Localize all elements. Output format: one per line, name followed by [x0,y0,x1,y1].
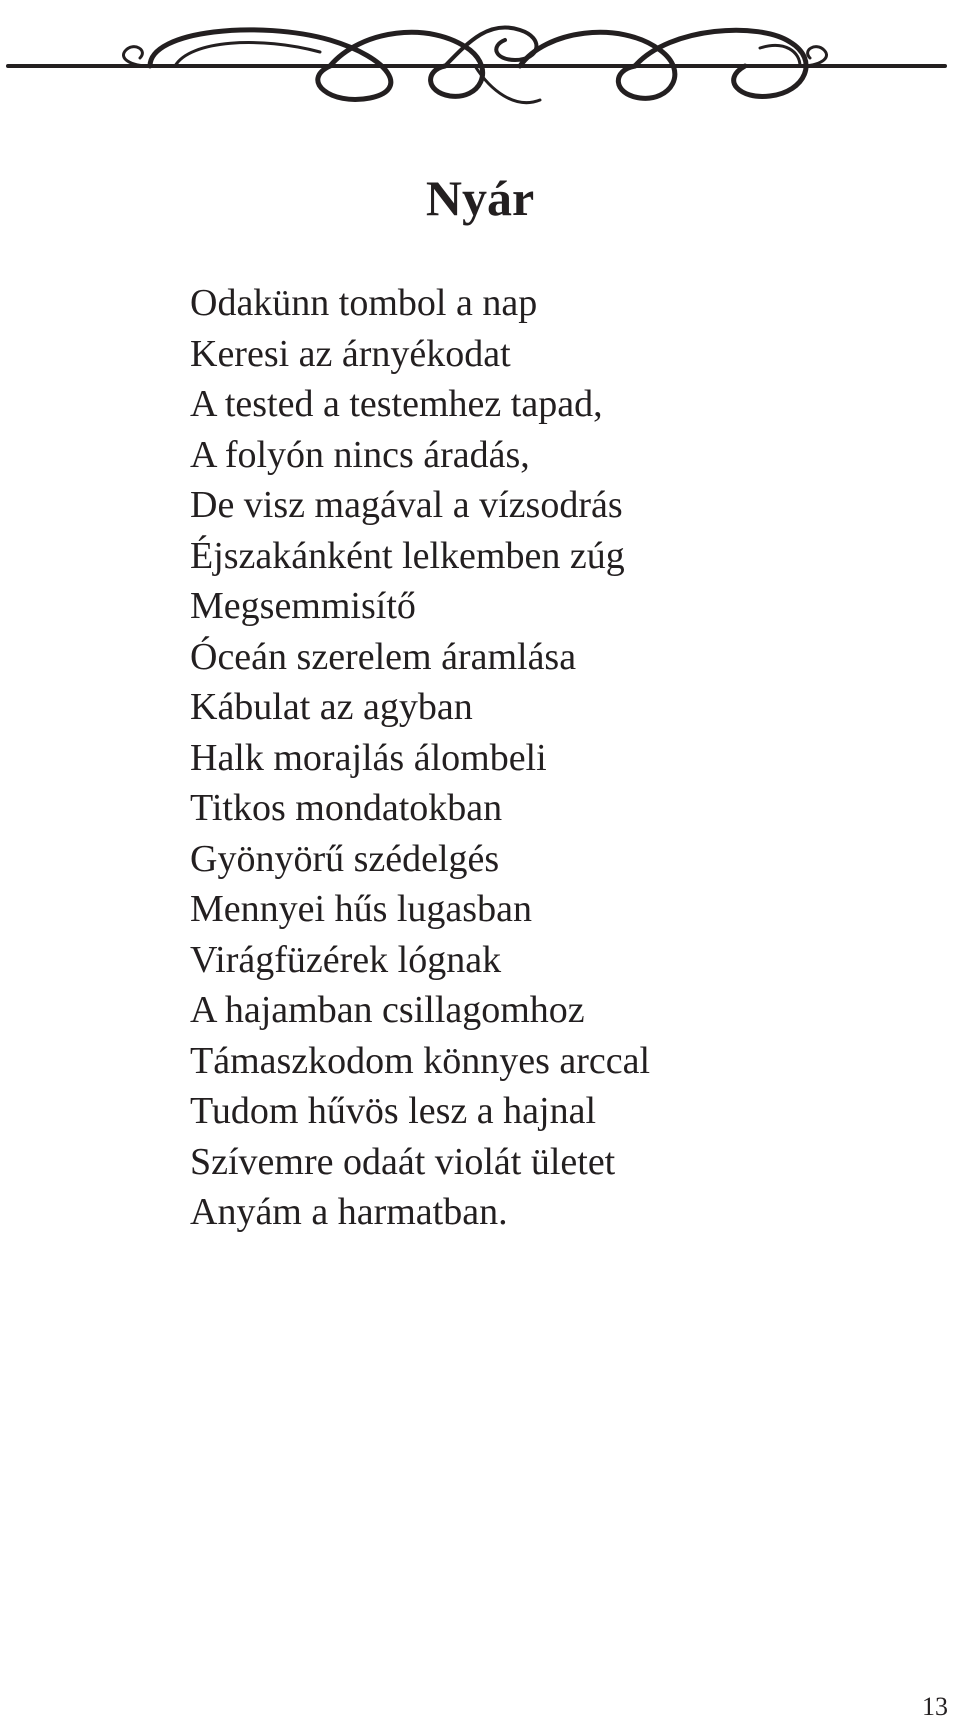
poem-line: Óceán szerelem áramlása [190,635,577,678]
poem-line: A tested a testemhez tapad, [190,383,603,425]
poem-line: Mennyei hűs lugasban [190,888,532,930]
poem-line: Odakünn tombol a nap [190,282,538,324]
poem-line: Virágfüzérek lógnak [190,938,502,981]
flourish-ornament-icon [0,0,960,130]
poem-line: Megsemmisítő [190,585,416,627]
poem-line: Kábulat az agyban [190,686,473,728]
poem-line: Éjszakánként lelkemben zúg [190,534,625,577]
poem-line: A hajamban csillagomhoz [190,989,585,1031]
poem-line: Anyám a harmatban. [190,1191,508,1233]
page-number: 13 [922,1692,948,1721]
poem-line: Támaszkodom könnyes arccal [190,1039,651,1082]
poem-line: Halk morajlás álombeli [190,736,547,779]
poem-body [190,278,650,1238]
poem-line: Titkos mondatokban [190,787,503,829]
poem-line: Szívemre odaát violát ületet [190,1140,616,1183]
poem-title: Nyár [425,170,535,226]
poem-line: De visz magával a vízsodrás [190,484,623,526]
poem-line: A folyón nincs áradás, [190,433,530,476]
poem-line: Keresi az árnyékodat [190,332,511,375]
poem-line: Tudom hűvös lesz a hajnal [190,1090,597,1132]
poem-line: Gyönyörű szédelgés [190,837,500,880]
